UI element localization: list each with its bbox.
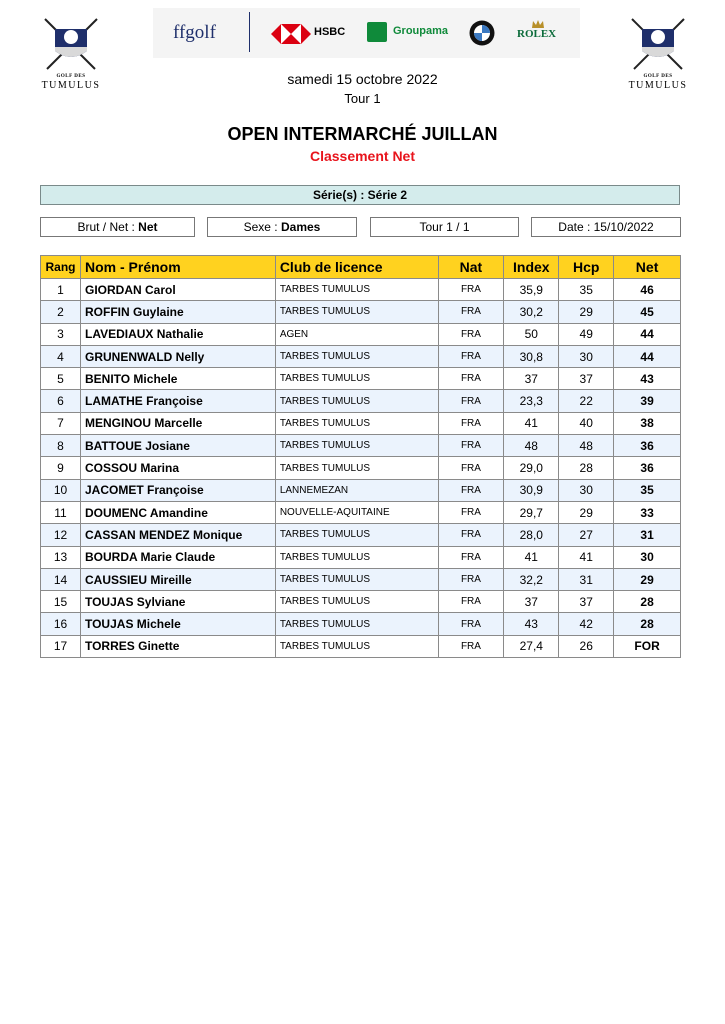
cell-nat: FRA (438, 591, 504, 613)
cell-rang: 3 (41, 323, 81, 345)
cell-nom: BATTOUE Josiane (80, 435, 275, 457)
cell-hcp: 41 (559, 546, 614, 568)
cell-hcp: 22 (559, 390, 614, 412)
table-row (41, 524, 681, 546)
table-row (41, 435, 681, 457)
sponsor-bar (153, 8, 580, 58)
cell-nat: FRA (438, 568, 504, 590)
cell-club: TARBES TUMULUS (275, 568, 438, 590)
cell-hcp: 29 (559, 301, 614, 323)
cell-net: 46 (614, 279, 681, 301)
cell-net: 45 (614, 301, 681, 323)
table-row (41, 323, 681, 345)
cell-nom: LAVEDIAUX Nathalie (80, 323, 275, 345)
cell-rang: 6 (41, 390, 81, 412)
cell-nom: ROFFIN Guylaine (80, 301, 275, 323)
cell-nom: TORRES Ginette (80, 635, 275, 657)
cell-index: 27,4 (504, 635, 559, 657)
cell-index: 43 (504, 613, 559, 635)
table-row (41, 301, 681, 323)
col-header-nat: Nat (438, 256, 504, 279)
cell-club: TARBES TUMULUS (275, 457, 438, 479)
col-header-index: Index (504, 256, 559, 279)
cell-index: 32,2 (504, 568, 559, 590)
groupama-icon (367, 22, 387, 42)
table-row (41, 591, 681, 613)
cell-nat: FRA (438, 345, 504, 367)
cell-index: 23,3 (504, 390, 559, 412)
cell-nom: GIORDAN Carol (80, 279, 275, 301)
cell-nat: FRA (438, 323, 504, 345)
cell-rang: 16 (41, 613, 81, 635)
cell-rang: 12 (41, 524, 81, 546)
cell-index: 50 (504, 323, 559, 345)
table-row (41, 345, 681, 367)
cell-nat: FRA (438, 546, 504, 568)
page-subtitle: Classement Net (309, 148, 416, 164)
cell-net: 28 (614, 613, 681, 635)
groupama-logo: Groupama (393, 25, 449, 37)
cell-hcp: 30 (559, 479, 614, 501)
cell-net: 36 (614, 457, 681, 479)
table-row (41, 368, 681, 390)
cell-index: 41 (504, 546, 559, 568)
rolex-logo: ROLEX (517, 28, 557, 40)
cell-hcp: 28 (559, 457, 614, 479)
cell-club: TARBES TUMULUS (275, 524, 438, 546)
cell-nom: CASSAN MENDEZ Monique (80, 524, 275, 546)
cell-hcp: 37 (559, 591, 614, 613)
cell-club: TARBES TUMULUS (275, 368, 438, 390)
serie-banner: Série(s) : Série 2 (40, 185, 680, 205)
golf-crest-icon (622, 17, 694, 77)
cell-nom: TOUJAS Sylviane (80, 591, 275, 613)
cell-nom: BENITO Michele (80, 368, 275, 390)
cell-index: 29,7 (504, 501, 559, 523)
cell-index: 30,8 (504, 345, 559, 367)
cell-nat: FRA (438, 390, 504, 412)
bmw-roundel-icon (469, 20, 495, 51)
cell-index: 35,9 (504, 279, 559, 301)
cell-nat: FRA (438, 435, 504, 457)
cell-nat: FRA (438, 368, 504, 390)
golf-crest-icon (35, 17, 107, 77)
cell-nom: COSSOU Marina (80, 457, 275, 479)
cell-rang: 17 (41, 635, 81, 657)
cell-club: TARBES TUMULUS (275, 412, 438, 434)
sexe-label: Sexe : (243, 220, 278, 234)
club-logo-left: GOLF DES TUMULUS (35, 17, 107, 89)
cell-nom: MENGINOU Marcelle (80, 412, 275, 434)
cell-rang: 7 (41, 412, 81, 434)
cell-nat: FRA (438, 279, 504, 301)
cell-nat: FRA (438, 457, 504, 479)
cell-net: 44 (614, 345, 681, 367)
tour-box: Tour 1 / 1 (370, 217, 519, 237)
cell-net: 31 (614, 524, 681, 546)
table-row (41, 390, 681, 412)
brut-net-value: Net (138, 220, 158, 234)
cell-nat: FRA (438, 524, 504, 546)
table-row (41, 635, 681, 657)
table-row (41, 279, 681, 301)
cell-club: TARBES TUMULUS (275, 345, 438, 367)
cell-nat: FRA (438, 613, 504, 635)
cell-net: 43 (614, 368, 681, 390)
cell-net: 38 (614, 412, 681, 434)
cell-hcp: 48 (559, 435, 614, 457)
cell-net: 29 (614, 568, 681, 590)
hsbc-logo: HSBC (314, 26, 346, 38)
cell-index: 37 (504, 368, 559, 390)
cell-rang: 1 (41, 279, 81, 301)
table-row (41, 457, 681, 479)
cell-nom: GRUNENWALD Nelly (80, 345, 275, 367)
cell-hcp: 30 (559, 345, 614, 367)
cell-club: TARBES TUMULUS (275, 390, 438, 412)
date-box: Date : 15/10/2022 (531, 217, 681, 237)
sexe-box (207, 217, 357, 237)
cell-rang: 15 (41, 591, 81, 613)
cell-club: TARBES TUMULUS (275, 591, 438, 613)
cell-hcp: 49 (559, 323, 614, 345)
cell-hcp: 26 (559, 635, 614, 657)
cell-net: 28 (614, 591, 681, 613)
cell-club: NOUVELLE-AQUITAINE (275, 501, 438, 523)
cell-nat: FRA (438, 301, 504, 323)
cell-nat: FRA (438, 479, 504, 501)
table-row (41, 501, 681, 523)
cell-club: LANNEMEZAN (275, 479, 438, 501)
cell-nom: JACOMET Françoise (80, 479, 275, 501)
cell-hcp: 37 (559, 368, 614, 390)
table-header-row (41, 256, 681, 279)
cell-index: 28,0 (504, 524, 559, 546)
cell-nom: BOURDA Marie Claude (80, 546, 275, 568)
cell-hcp: 40 (559, 412, 614, 434)
cell-club: TARBES TUMULUS (275, 635, 438, 657)
cell-club: TARBES TUMULUS (275, 301, 438, 323)
hsbc-hexagon-icon (271, 24, 311, 49)
col-header-nom: Nom - Prénom (80, 256, 275, 279)
cell-nat: FRA (438, 635, 504, 657)
brut-net-label: Brut / Net : (77, 220, 135, 234)
cell-club: TARBES TUMULUS (275, 613, 438, 635)
sexe-value: Dames (281, 220, 321, 234)
cell-nat: FRA (438, 501, 504, 523)
cell-index: 37 (504, 591, 559, 613)
cell-rang: 8 (41, 435, 81, 457)
cell-rang: 13 (41, 546, 81, 568)
cell-hcp: 29 (559, 501, 614, 523)
cell-club: TARBES TUMULUS (275, 279, 438, 301)
cell-rang: 9 (41, 457, 81, 479)
ffgolf-logo: ffgolf (173, 22, 216, 43)
cell-rang: 10 (41, 479, 81, 501)
cell-rang: 14 (41, 568, 81, 590)
col-header-rang: Rang (41, 256, 81, 279)
cell-rang: 11 (41, 501, 81, 523)
cell-hcp: 31 (559, 568, 614, 590)
cell-index: 30,2 (504, 301, 559, 323)
cell-net: 35 (614, 479, 681, 501)
cell-hcp: 27 (559, 524, 614, 546)
cell-net: 44 (614, 323, 681, 345)
col-header-net: Net (614, 256, 681, 279)
cell-index: 41 (504, 412, 559, 434)
table-row (41, 613, 681, 635)
cell-club: TARBES TUMULUS (275, 435, 438, 457)
col-header-hcp: Hcp (559, 256, 614, 279)
cell-net: FOR (614, 635, 681, 657)
cell-nom: TOUJAS Michele (80, 613, 275, 635)
cell-net: 30 (614, 546, 681, 568)
cell-rang: 2 (41, 301, 81, 323)
club-logo-right: GOLF DES TUMULUS (622, 17, 694, 89)
divider (249, 12, 250, 52)
brut-net-box (40, 217, 195, 237)
cell-index: 48 (504, 435, 559, 457)
cell-nom: LAMATHE Françoise (80, 390, 275, 412)
cell-nom: CAUSSIEU Mireille (80, 568, 275, 590)
cell-net: 36 (614, 435, 681, 457)
table-row (41, 546, 681, 568)
round-label: Tour 1 (344, 91, 381, 106)
cell-hcp: 35 (559, 279, 614, 301)
table-row (41, 568, 681, 590)
col-header-club: Club de licence (275, 256, 438, 279)
cell-rang: 4 (41, 345, 81, 367)
cell-club: TARBES TUMULUS (275, 546, 438, 568)
cell-index: 29,0 (504, 457, 559, 479)
cell-net: 33 (614, 501, 681, 523)
cell-hcp: 42 (559, 613, 614, 635)
table-row (41, 479, 681, 501)
cell-nat: FRA (438, 412, 504, 434)
cell-club: AGEN (275, 323, 438, 345)
cell-net: 39 (614, 390, 681, 412)
cell-rang: 5 (41, 368, 81, 390)
results-table (40, 255, 681, 658)
page-title: OPEN INTERMARCHÉ JUILLAN (227, 124, 498, 144)
table-row (41, 412, 681, 434)
cell-nom: DOUMENC Amandine (80, 501, 275, 523)
cell-index: 30,9 (504, 479, 559, 501)
event-date: samedi 15 octobre 2022 (287, 71, 438, 87)
